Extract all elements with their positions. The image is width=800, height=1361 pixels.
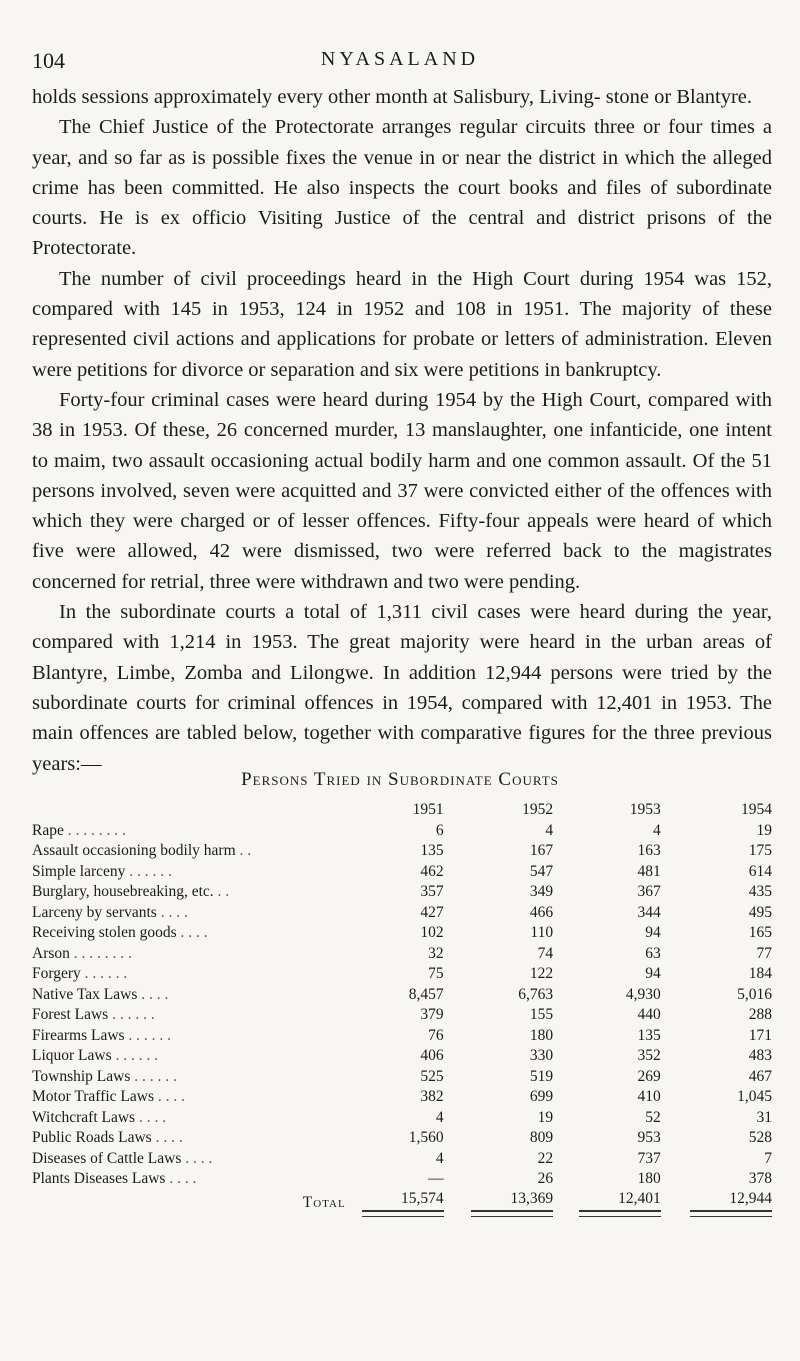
value-cell: 435: [748, 883, 772, 901]
value-cell: 184: [748, 965, 772, 983]
value-cell: —: [428, 1170, 444, 1188]
table-row: [32, 1046, 772, 1067]
value-cell: 344: [637, 903, 661, 921]
value-cell: 406: [420, 1047, 444, 1065]
value-cell: 483: [748, 1047, 772, 1065]
total-row: [32, 1190, 772, 1217]
value-cell: 19: [756, 821, 772, 839]
table-row: [32, 862, 772, 883]
offence-cell: [32, 1046, 362, 1067]
table-row: [32, 1108, 772, 1129]
value-cell: 6: [435, 821, 444, 839]
value-cell: 519: [529, 1067, 554, 1085]
value-cell: 699: [529, 1088, 554, 1106]
leader-dots: . . . . . .: [128, 1026, 172, 1044]
value-cell: 367: [637, 883, 661, 901]
offence-cell: [32, 964, 362, 985]
value-cell: 4: [545, 821, 554, 839]
value-cell: 953: [637, 1129, 661, 1147]
total-value: 13,369: [510, 1189, 554, 1207]
table-title: Persons Tried in Subordinate Courts: [241, 769, 559, 790]
value-cell: 32: [428, 944, 444, 962]
value-cell: 19: [537, 1108, 554, 1126]
page-header: [32, 48, 768, 78]
value-cell: 481: [637, 862, 661, 880]
value-cell: 94: [645, 924, 661, 942]
offence-name: Rape: [32, 821, 64, 839]
leader-dots: . . . . . . . .: [73, 944, 132, 962]
paragraph: Forty-four criminal cases were heard during 1954 by the High Court, compared with 38 in 1953. Of these, 26 concerned murder, 13 manslaughter, one infanticide, one intent to maim, two assault occasioning actual bodily harm and one common assault. Of the 51 persons involved, seven were acquitted and 37 were convicted either of the offences with which they were charged or of lesser offences. Fifty-four appeals were heard of which five were allowed, 42 were dismissed, two were referred back to the magistrates concerned for retrial, three were withdrawn and two were pending.: [32, 388, 772, 593]
value-cell: 52: [645, 1108, 661, 1126]
value-cell: 135: [637, 1026, 661, 1044]
value-cell: 76: [428, 1026, 444, 1044]
value-cell: 352: [637, 1047, 661, 1065]
value-cell: 163: [637, 842, 661, 860]
value-cell: 528: [748, 1129, 772, 1147]
offence-name: Township Laws: [32, 1067, 131, 1085]
offence-cell: [32, 821, 362, 842]
offence-name: Forgery: [32, 965, 81, 983]
table-row: [32, 1026, 772, 1047]
leader-dots: . . . .: [160, 903, 188, 921]
offence-cell: [32, 903, 362, 924]
total-cell: [362, 1190, 444, 1217]
value-cell: 22: [537, 1149, 554, 1167]
offence-name: Witchcraft Laws: [32, 1108, 136, 1126]
value-cell: 75: [428, 965, 444, 983]
table-row: [32, 923, 772, 944]
value-cell: 94: [645, 965, 661, 983]
paragraph: The Chief Justice of the Protectorate arranges regular circuits three or four times a year, and so far as is possible fixes the venue in or near the district in which the alleged crime has been committed. He also inspects the court books and files of subordinate courts. He is ex officio Visiting Justice of the central and district prisons of the Protectorate.: [32, 116, 772, 260]
leader-dots: . . . . . .: [134, 1067, 177, 1085]
offence-cell: [32, 1149, 362, 1170]
value-cell: 26: [537, 1170, 554, 1188]
offence-cell: [32, 862, 362, 883]
paragraph: The number of civil proceedings heard in the High Court during 1954 was 152, compared with 145 in 1953, 124 in 1952 and 108 in 1951. The majority of these represented civil actions and applications for probate or letters of administration. Eleven were petitions for divorce or separation and six were petitions in bankruptcy.: [32, 267, 772, 381]
value-cell: 175: [748, 842, 772, 860]
offence-name: Firearms Laws: [32, 1026, 125, 1044]
table-header-row: [32, 800, 772, 821]
double-rule: [471, 1210, 553, 1217]
leader-dots: . . . .: [141, 985, 169, 1003]
value-cell: 180: [637, 1170, 661, 1188]
value-cell: 467: [748, 1067, 772, 1085]
leader-dots: . .: [239, 842, 252, 860]
total-cell: [661, 1190, 772, 1217]
offence-name: Native Tax Laws: [32, 985, 138, 1003]
double-rule: [579, 1210, 661, 1217]
year-header: 1954: [741, 801, 772, 819]
value-cell: 102: [420, 924, 444, 942]
value-cell: 110: [530, 924, 554, 942]
offence-cell: [32, 1128, 362, 1149]
value-cell: 737: [637, 1149, 661, 1167]
value-cell: 495: [748, 903, 772, 921]
value-cell: 171: [748, 1026, 772, 1044]
offence-name: Plants Diseases Laws: [32, 1170, 166, 1188]
leader-dots: . .: [217, 883, 230, 901]
offence-name: Larceny by servants: [32, 903, 157, 921]
paragraph: In the subordinate courts a total of 1,311 civil cases were heard during the year, compared with 1,214 in 1953. The great majority were heard in the urban areas of Blantyre, Limbe, Zomba and Lilongwe. In addition 12,944 persons were tried by the subordinate courts for criminal offences in 1954, compared with 12,401 in 1953. The main offences are tabled below, together with comparative figures for the three previous years:—: [32, 601, 772, 775]
value-cell: 31: [756, 1108, 772, 1126]
leader-dots: . . . . . .: [84, 965, 128, 983]
value-cell: 63: [645, 944, 661, 962]
running-title: NYASALAND: [320, 48, 480, 70]
offence-name: Public Roads Laws: [32, 1129, 152, 1147]
value-cell: 269: [637, 1067, 661, 1085]
value-cell: 155: [529, 1006, 554, 1024]
offence-cell: [32, 841, 362, 862]
total-value: 15,574: [401, 1189, 444, 1207]
offence-name: Burglary, housebreaking, etc.: [32, 883, 214, 901]
offence-cell: [32, 985, 362, 1006]
table-row: [32, 1149, 772, 1170]
value-cell: 614: [748, 862, 772, 880]
year-header: 1953: [629, 801, 661, 819]
offence-cell: [32, 1005, 362, 1026]
value-cell: 462: [420, 862, 444, 880]
table-row: [32, 903, 772, 924]
value-cell: 1,045: [737, 1088, 772, 1106]
page-number: 104: [32, 48, 65, 73]
value-cell: 6,763: [518, 985, 554, 1003]
offence-name: Receiving stolen goods: [32, 924, 177, 942]
offences-table: [32, 800, 772, 1217]
table-row: [32, 882, 772, 903]
offence-name: Simple larceny: [32, 862, 126, 880]
value-cell: 122: [529, 965, 554, 983]
table-row: [32, 944, 772, 965]
value-cell: 379: [420, 1006, 444, 1024]
leader-dots: . . . .: [155, 1129, 183, 1147]
year-header: 1952: [522, 801, 554, 819]
offence-name: Arson: [32, 944, 70, 962]
offence-name: Liquor Laws: [32, 1047, 112, 1065]
total-label: Total: [302, 1194, 346, 1211]
table-row: [32, 1005, 772, 1026]
offence-cell: [32, 1087, 362, 1108]
offence-cell: [32, 882, 362, 903]
leader-dots: . . . .: [169, 1170, 197, 1188]
leader-dots: . . . . . .: [115, 1047, 159, 1065]
offence-cell: [32, 1026, 362, 1047]
value-cell: 547: [529, 862, 554, 880]
value-cell: 8,457: [408, 985, 444, 1003]
leader-dots: . . . .: [180, 924, 208, 942]
table-row: [32, 821, 772, 842]
offence-name: Diseases of Cattle Laws: [32, 1149, 182, 1167]
value-cell: 330: [529, 1047, 554, 1065]
offence-column-header: [32, 800, 362, 821]
value-cell: 525: [420, 1067, 444, 1085]
paragraph: holds sessions approximately every other month at Salisbury, Living- stone or Blantyre.: [32, 86, 753, 108]
body-text: [32, 82, 772, 779]
value-cell: 135: [420, 842, 444, 860]
value-cell: 7: [764, 1149, 772, 1167]
value-cell: 180: [529, 1026, 554, 1044]
value-cell: 4,930: [625, 985, 661, 1003]
table-row: [32, 985, 772, 1006]
value-cell: 809: [529, 1129, 554, 1147]
leader-dots: . . . .: [185, 1149, 213, 1167]
offence-cell: [32, 1108, 362, 1129]
offence-cell: [32, 1169, 362, 1190]
year-header: 1951: [412, 801, 444, 819]
table-row: [32, 1067, 772, 1088]
value-cell: 77: [756, 944, 772, 962]
value-cell: 74: [537, 944, 554, 962]
value-cell: 382: [420, 1088, 444, 1106]
table-body: [32, 821, 772, 1190]
value-cell: 410: [637, 1088, 661, 1106]
value-cell: 349: [529, 883, 554, 901]
value-cell: 4: [435, 1108, 444, 1126]
double-rule: [362, 1210, 444, 1217]
leader-dots: . . . . . .: [112, 1006, 155, 1024]
table-row: [32, 964, 772, 985]
table-row: [32, 1128, 772, 1149]
offence-cell: [32, 944, 362, 965]
leader-dots: . . . .: [138, 1108, 167, 1126]
value-cell: 4: [435, 1149, 444, 1167]
offence-cell: [32, 1067, 362, 1088]
offence-name: Forest Laws: [32, 1006, 109, 1024]
offence-name: Motor Traffic Laws: [32, 1088, 154, 1106]
leader-dots: . . . .: [157, 1088, 185, 1106]
value-cell: 427: [420, 903, 444, 921]
value-cell: 5,016: [737, 985, 772, 1003]
value-cell: 1,560: [408, 1129, 444, 1147]
value-cell: 440: [637, 1006, 661, 1024]
offence-cell: [32, 923, 362, 944]
value-cell: 357: [420, 883, 444, 901]
value-cell: 165: [748, 924, 772, 942]
value-cell: 167: [529, 842, 554, 860]
total-cell: [444, 1190, 553, 1217]
double-rule: [690, 1210, 772, 1217]
total-value: 12,401: [618, 1189, 661, 1207]
table-row: [32, 841, 772, 862]
leader-dots: . . . . . . . .: [67, 821, 126, 839]
table-row: [32, 1087, 772, 1108]
leader-dots: . . . . . .: [129, 862, 172, 880]
value-cell: 288: [748, 1006, 772, 1024]
value-cell: 4: [652, 821, 661, 839]
value-cell: 378: [748, 1170, 772, 1188]
offence-name: Assault occasioning bodily harm: [32, 842, 236, 860]
table-row: [32, 1169, 772, 1190]
total-value: 12,944: [729, 1189, 772, 1207]
total-cell: [553, 1190, 661, 1217]
value-cell: 466: [529, 903, 554, 921]
